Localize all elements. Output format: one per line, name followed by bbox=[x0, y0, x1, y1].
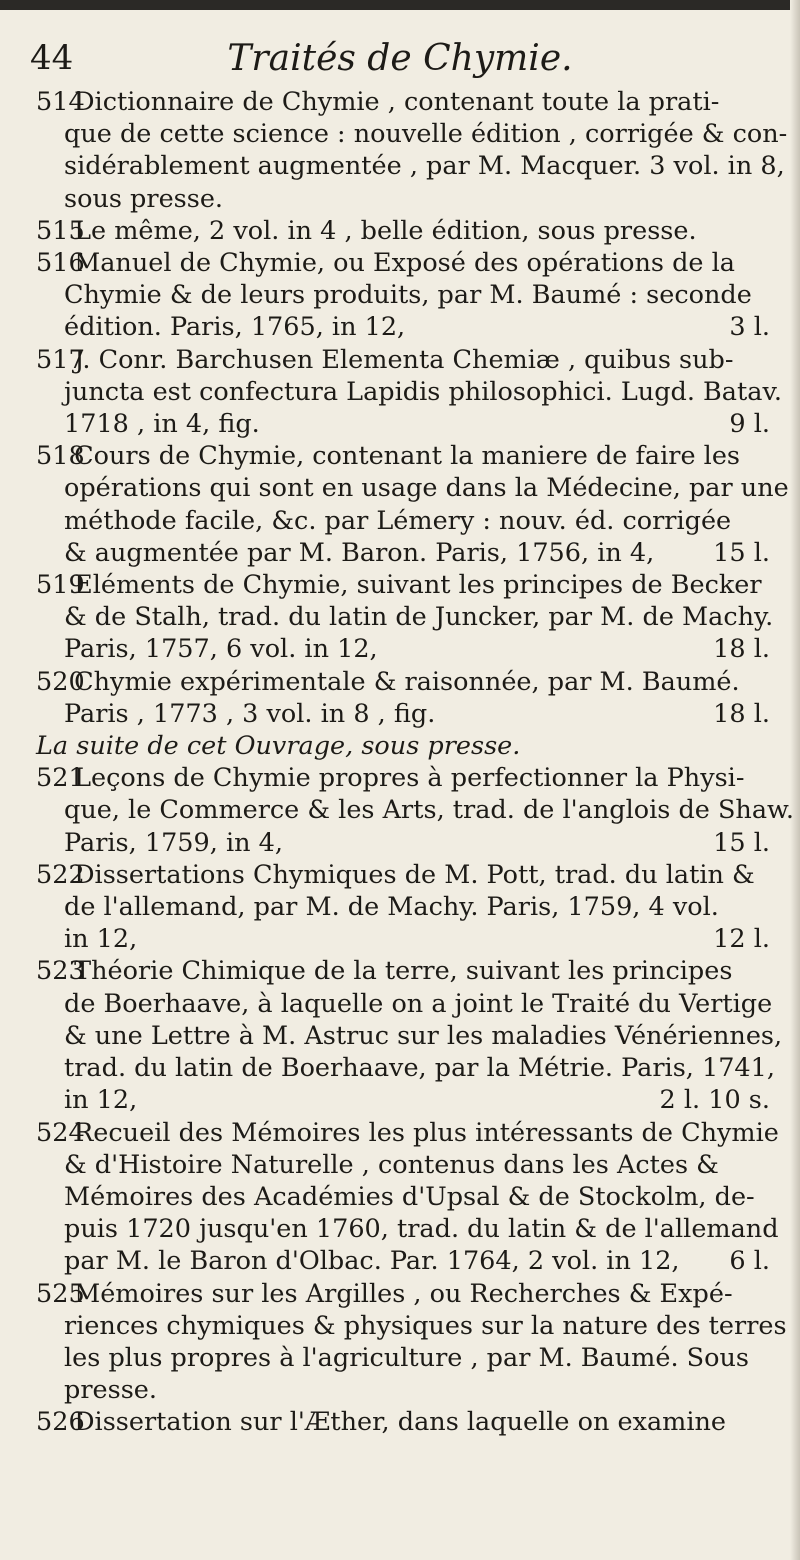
entry-text: de Boerhaave, à laquelle on a joint le Traité du Vertige bbox=[64, 988, 773, 1019]
entry-line bbox=[36, 923, 778, 955]
entry-number: 525 bbox=[36, 1278, 85, 1309]
entry-text: Cours de Chymie, contenant la maniere de faire les bbox=[74, 441, 741, 472]
entry-text: & augmentée par M. Baron. Paris, 1756, in 4, bbox=[64, 537, 655, 568]
entry-price: 18 l. bbox=[713, 698, 770, 729]
entry-text: de l'allemand, par M. de Machy. Paris, 1759, 4 vol. bbox=[64, 892, 719, 923]
catalogue-entry bbox=[36, 344, 782, 441]
entry-text: Leçons de Chymie propres à perfectionner la Physi- bbox=[74, 763, 745, 794]
entry-line bbox=[36, 859, 778, 891]
entry-line bbox=[36, 183, 778, 215]
entry-text: Mémoires des Académies d'Upsal & de Stockolm, de- bbox=[64, 1181, 755, 1212]
entry-line bbox=[36, 1278, 778, 1310]
entry-text: Recueil des Mémoires les plus intéressants de Chymie bbox=[74, 1117, 779, 1148]
entry-number: 517 bbox=[36, 344, 85, 375]
entry-line bbox=[36, 1052, 778, 1084]
entry-text: in 12, bbox=[64, 924, 138, 955]
entry-line bbox=[36, 1181, 778, 1213]
entry-line bbox=[36, 118, 788, 150]
entry-text: que, le Commerce & les Arts, trad. de l'anglois de Shaw. bbox=[64, 795, 794, 826]
entry-text: J. Conr. Barchusen Elementa Chemiæ , quibus sub- bbox=[74, 344, 734, 375]
entry-price: 15 l. bbox=[713, 827, 770, 858]
catalogue-entry bbox=[36, 569, 778, 666]
entry-line bbox=[36, 794, 794, 826]
entry-line bbox=[36, 376, 782, 408]
entry-text: & de Stalh, trad. du latin de Juncker, par M. de Machy. bbox=[64, 602, 774, 633]
entry-number: 526 bbox=[36, 1407, 85, 1438]
catalogue-entry bbox=[36, 1278, 787, 1407]
entry-number: 523 bbox=[36, 956, 85, 987]
entry-text: presse. bbox=[64, 1375, 157, 1406]
entry-text: & d'Histoire Naturelle , contenus dans les Actes & bbox=[64, 1149, 719, 1180]
catalogue-entry bbox=[36, 730, 778, 762]
entry-text: Théorie Chimique de la terre, suivant les principes bbox=[74, 956, 733, 987]
entry-line bbox=[36, 440, 778, 472]
entry-text: trad. du latin de Boerhaave, par la Métrie. Paris, 1741, bbox=[64, 1053, 775, 1084]
entry-text: Paris, 1757, 6 vol. in 12, bbox=[64, 634, 378, 665]
entry-text: Dissertation sur l'Æther, dans laquelle on examine bbox=[74, 1407, 727, 1438]
entry-line bbox=[36, 827, 778, 859]
entry-line bbox=[36, 891, 778, 923]
catalogue-entry bbox=[36, 1406, 778, 1438]
entry-line bbox=[36, 537, 778, 569]
catalogue-entry bbox=[36, 440, 789, 569]
entry-text: Chymie expérimentale & raisonnée, par M. Baumé. bbox=[74, 666, 740, 697]
entry-line bbox=[36, 988, 778, 1020]
entry-number: 516 bbox=[36, 248, 85, 279]
entry-line bbox=[36, 472, 789, 504]
entry-text: & une Lettre à M. Astruc sur les maladies Vénériennes, bbox=[64, 1020, 783, 1051]
catalogue-entry bbox=[36, 1117, 778, 1278]
entry-number: 519 bbox=[36, 570, 85, 601]
entry-line bbox=[36, 730, 778, 762]
entry-text: Chymie & de leurs produits, par M. Baumé : seconde bbox=[64, 280, 752, 311]
entry-line bbox=[36, 955, 778, 987]
entry-line bbox=[36, 311, 778, 343]
entry-price: 18 l. bbox=[713, 634, 770, 665]
catalogue-entry bbox=[36, 955, 783, 1116]
entry-number: 524 bbox=[36, 1117, 85, 1148]
entry-line bbox=[36, 569, 778, 601]
entry-text: Paris, 1759, in 4, bbox=[64, 827, 283, 858]
entry-text: juncta est confectura Lapidis philosophici. Lugd. Batav. bbox=[64, 376, 782, 407]
entry-text: édition. Paris, 1765, in 12, bbox=[64, 312, 406, 343]
entry-line bbox=[36, 1117, 778, 1149]
entry-line bbox=[36, 344, 778, 376]
entry-line bbox=[36, 1374, 778, 1406]
catalogue-entry bbox=[36, 762, 794, 859]
entry-line bbox=[36, 215, 778, 247]
entry-text: sous presse. bbox=[64, 183, 224, 214]
entry-price: 12 l. bbox=[713, 924, 770, 955]
entry-line bbox=[36, 666, 778, 698]
running-title: Traités de Chymie. bbox=[227, 38, 573, 79]
entry-number: 522 bbox=[36, 859, 85, 890]
entry-line bbox=[36, 408, 778, 440]
entry-number: 515 bbox=[36, 215, 85, 246]
entry-text: Manuel de Chymie, ou Exposé des opérations de la bbox=[74, 248, 735, 279]
entry-number: 521 bbox=[36, 763, 85, 794]
entry-text: par M. le Baron d'Olbac. Par. 1764, 2 vol. in 12, bbox=[64, 1246, 680, 1277]
entry-line bbox=[36, 505, 778, 537]
catalogue-entry bbox=[36, 859, 778, 956]
entry-price: 6 l. bbox=[729, 1246, 770, 1277]
running-header bbox=[30, 38, 770, 90]
entry-text: méthode facile, &c. par Lémery : nouv. éd. corrigée bbox=[64, 505, 732, 536]
page-right-edge bbox=[790, 0, 800, 1560]
entry-text: in 12, bbox=[64, 1085, 138, 1116]
entry-price: 9 l. bbox=[729, 409, 770, 440]
entry-line bbox=[36, 247, 778, 279]
catalogue-entry bbox=[36, 666, 778, 730]
entry-text: La suite de cet Ouvrage, sous presse. bbox=[36, 731, 521, 762]
catalogue-entry bbox=[36, 247, 778, 344]
entry-line bbox=[36, 1310, 787, 1342]
entry-line bbox=[36, 1020, 783, 1052]
entry-line bbox=[36, 279, 778, 311]
entry-price: 15 l. bbox=[713, 537, 770, 568]
entry-text: 1718 , in 4, fig. bbox=[64, 409, 260, 440]
catalogue-entry bbox=[36, 215, 778, 247]
entry-text: les plus propres à l'agriculture , par M. Baumé. Sous bbox=[64, 1342, 749, 1373]
catalogue-entry bbox=[36, 86, 788, 215]
entry-line bbox=[36, 86, 778, 118]
entry-line bbox=[36, 1149, 778, 1181]
entry-line bbox=[36, 150, 785, 182]
entry-price: 2 l. 10 s. bbox=[659, 1085, 770, 1116]
entry-text: opérations qui sont en usage dans la Médecine, par une bbox=[64, 473, 789, 504]
entry-price: 3 l. bbox=[729, 312, 770, 343]
entry-text: que de cette science : nouvelle édition , corrigée & con- bbox=[64, 119, 788, 150]
catalogue-entries bbox=[36, 86, 794, 1439]
entry-line bbox=[36, 698, 778, 730]
entry-text: Mémoires sur les Argilles , ou Recherches & Expé- bbox=[74, 1278, 733, 1309]
entry-text: sidérablement augmentée , par M. Macquer. 3 vol. in 8, bbox=[64, 151, 785, 182]
entry-text: puis 1720 jusqu'en 1760, trad. du latin & de l'allemand bbox=[64, 1214, 779, 1245]
entry-line bbox=[36, 1342, 778, 1374]
entry-number: 518 bbox=[36, 441, 85, 472]
page-top-edge bbox=[0, 0, 800, 10]
entry-line bbox=[36, 1406, 778, 1438]
entry-line bbox=[36, 1084, 778, 1116]
entry-line bbox=[36, 762, 778, 794]
entry-text: Dissertations Chymiques de M. Pott, trad. du latin & bbox=[74, 859, 755, 890]
entry-line bbox=[36, 1245, 778, 1277]
entry-text: Paris , 1773 , 3 vol. in 8 , fig. bbox=[64, 698, 436, 729]
entry-text: riences chymiques & physiques sur la nature des terres bbox=[64, 1310, 787, 1341]
entry-text: Eléments de Chymie, suivant les principes de Becker bbox=[74, 570, 762, 601]
entry-number: 514 bbox=[36, 87, 85, 117]
page-number: 44 bbox=[30, 38, 74, 78]
entry-number: 520 bbox=[36, 666, 85, 697]
entry-line bbox=[36, 601, 778, 633]
entry-line bbox=[36, 1213, 778, 1245]
entry-text: Dictionnaire de Chymie , contenant toute la prati- bbox=[74, 87, 720, 117]
entry-line bbox=[36, 633, 778, 665]
entry-text: Le même, 2 vol. in 4 , belle édition, sous presse. bbox=[74, 215, 697, 246]
